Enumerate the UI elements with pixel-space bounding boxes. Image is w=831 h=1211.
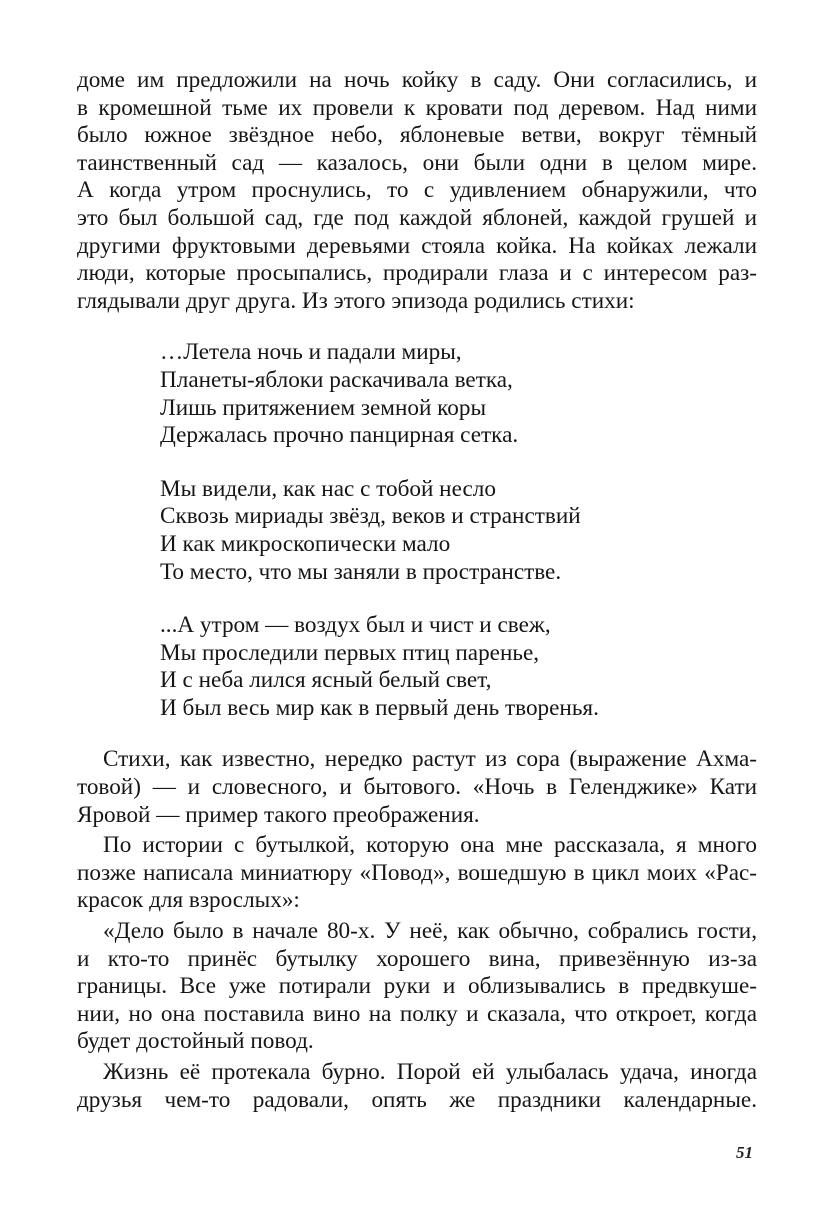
text-line: красок для взрослых»: bbox=[77, 887, 300, 914]
text-line: Жизнь её протекала бурно. Порой ей улыбалась удача, иногда bbox=[103, 1059, 757, 1085]
poem-line: Мы видели, как нас с тобой несло bbox=[160, 475, 496, 502]
text-line: это был большой сад, где под каждой яблоней, каждой грушей и bbox=[77, 204, 757, 231]
text-line: «Дело было в начале 80-х. У неё, как обычно, собрались гости, bbox=[103, 918, 757, 945]
text-line: нии, но она поставила вино на полку и сказала, что откроет, когда bbox=[77, 1000, 757, 1027]
text-line: люди, которые просыпались, продирали глаза и с интересом раз- bbox=[77, 260, 757, 287]
text-line: и кто-то принёс бутылку хорошего вина, привезённую из-за bbox=[77, 945, 757, 972]
text-line: Стихи, как известно, нередко растут из сора (выражение Ахма- bbox=[103, 746, 757, 773]
poem-line: Сквозь мириады звёзд, веков и странствий bbox=[160, 503, 581, 530]
text-line: другими фруктовыми деревьями стояла койка. На койках лежали bbox=[77, 232, 757, 259]
poem-line: …Летела ночь и падали миры, bbox=[160, 339, 462, 366]
text-line: было южное звёздное небо, яблоневые ветви, вокруг тёмный bbox=[77, 122, 757, 149]
poem-line: Планеты-яблоки раскачивала ветка, bbox=[160, 366, 513, 393]
paragraph bbox=[77, 832, 757, 915]
text-line: По истории с бутылкой, которую она мне рассказала, я много bbox=[103, 832, 757, 859]
intro-paragraph bbox=[77, 67, 757, 315]
poem bbox=[160, 339, 757, 722]
page-number: 51 bbox=[736, 1143, 753, 1162]
poem-stanza bbox=[160, 612, 757, 722]
poem-stanza bbox=[160, 339, 757, 449]
text-line: глядывали друг друга. Из этого эпизода родились стихи: bbox=[77, 287, 635, 314]
poem-line: Мы проследили первых птиц паренье, bbox=[160, 639, 540, 666]
text-line: таинственный сад — казалось, они были одни в целом мире. bbox=[77, 149, 757, 176]
text-line: друзья чем-то радовали, опять же праздники календарные. bbox=[77, 1086, 757, 1113]
text-line: А когда утром проснулись, то с удивлением обнаружили, что bbox=[77, 177, 757, 204]
poem-line: Лишь притяжением земной коры bbox=[160, 394, 487, 421]
paragraph bbox=[77, 918, 757, 1056]
poem-line: И с неба лился ясный белый свет, bbox=[160, 667, 492, 694]
paragraph bbox=[77, 1059, 757, 1114]
poem-line: Держалась прочно панцирная сетка. bbox=[160, 422, 519, 449]
text-line: товой) — и словесного, и бытового. «Ночь в Геленджике» Кати bbox=[77, 774, 757, 801]
text-line: будет достойный повод. bbox=[77, 1028, 314, 1055]
poem-line: То место, что мы заняли в пространстве. bbox=[160, 558, 562, 585]
poem-line: И как микроскопически мало bbox=[160, 530, 451, 557]
poem-line: ...А утром — воздух был и чист и свеж, bbox=[160, 612, 551, 639]
text-line: границы. Все уже потирали руки и облизывались в предвкуше- bbox=[77, 973, 757, 1000]
paragraph bbox=[77, 746, 757, 829]
text-line: позже написала миниатюру «Повод», вошедшую в цикл моих «Рас- bbox=[77, 859, 757, 886]
text-line: в кромешной тьме их провели к кровати под деревом. Над ними bbox=[77, 94, 757, 121]
text-line: доме им предложили на ночь койку в саду. Они согласились, и bbox=[77, 67, 757, 93]
text-line: Яровой — пример такого преображения. bbox=[77, 801, 480, 828]
poem-stanza bbox=[160, 476, 757, 586]
page-body bbox=[77, 67, 757, 1114]
poem-line: И был весь мир как в первый день творенья. bbox=[160, 694, 599, 721]
